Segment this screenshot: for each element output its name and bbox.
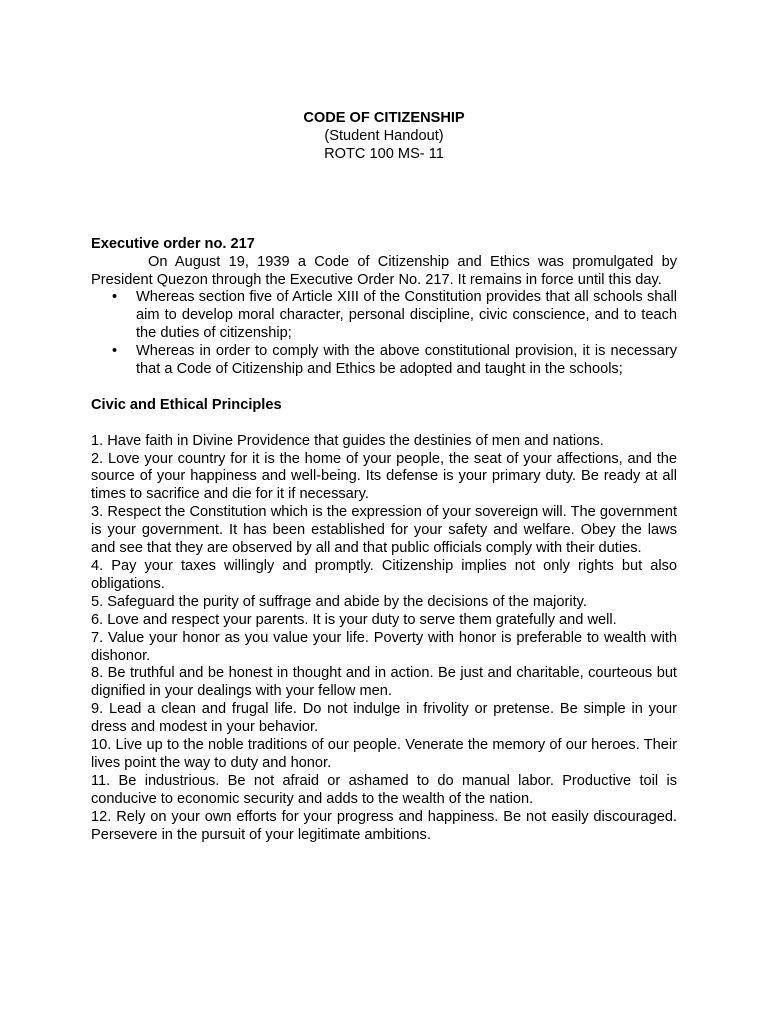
principle-item: 2. Love your country for it is the home of your people, the seat of your affections, and the source of your happiness and well-being. Its defense is your primary duty. Be ready at all times to sacrifice and die for it if necessary. xyxy=(91,450,677,503)
bullet-icon: • xyxy=(112,289,118,306)
heading-gap xyxy=(91,415,677,433)
principle-item: 1. Have faith in Divine Providence that guides the destinies of men and nations. xyxy=(91,432,604,449)
principle-item: 4. Pay your taxes willingly and promptly. Citizenship implies not only rights but also obligations. xyxy=(91,558,677,592)
executive-order-section xyxy=(91,236,677,379)
executive-order-heading: Executive order no. 217 xyxy=(91,235,255,252)
principle-item: 8. Be truthful and be honest in thought and in action. Be just and charitable, courteous but dignified in your dealings with your fellow men. xyxy=(91,665,677,700)
handout-page xyxy=(91,110,677,845)
header-spacer xyxy=(91,164,677,236)
course-code: ROTC 100 MS- 11 xyxy=(324,145,444,162)
principle-item: 12. Rely on your own efforts for your progress and happiness. Be not easily discouraged. Persevere in the pursuit of your legitimate ambitions. xyxy=(91,808,677,843)
principle-item: 3. Respect the Constitution which is the expression of your sovereign will. The government is your government. It has been established for your safety and welfare. Obey the laws and see that they are observed by all and that public officials comply with their duties. xyxy=(91,504,677,557)
whereas-text: Whereas section five of Article XIII of the Constitution provides that all schools shall aim to develop moral character, personal discipline, civic conscience, and to teach the duties of citizenship; xyxy=(136,289,677,342)
whereas-item xyxy=(91,289,677,343)
document-subtitle: (Student Handout) xyxy=(324,127,444,144)
principle-item: 10. Live up to the noble traditions of our people. Venerate the memory of our heroes. Their lives point the way to duty and honor. xyxy=(91,737,677,771)
document-header xyxy=(91,110,677,164)
principles-list xyxy=(91,433,677,845)
principles-heading: Civic and Ethical Principles xyxy=(91,396,282,413)
principle-item: 6. Love and respect your parents. It is your duty to serve them gratefully and well. xyxy=(91,611,617,628)
principle-item: 9. Lead a clean and frugal life. Do not indulge in frivolity or pretense. Be simple in your dress and modest in your behavior. xyxy=(91,701,677,736)
whereas-text: Whereas in order to comply with the above constitutional provision, it is necessary that a Code of Citizenship and Ethics be adopted and taught in the schools; xyxy=(136,343,677,378)
whereas-list xyxy=(91,289,677,379)
principles-section xyxy=(91,397,677,845)
principle-item: 11. Be industrious. Be not afraid or ashamed to do manual labor. Productive toil is conducive to economic security and adds to the wealth of the nation. xyxy=(91,772,677,807)
section-gap xyxy=(91,379,677,397)
bullet-icon: • xyxy=(112,343,118,360)
whereas-item xyxy=(91,343,677,379)
executive-order-intro: On August 19, 1939 a Code of Citizenship and Ethics was promulgated by President Quezon through the Executive Order No. 217. It remains in force until this day. xyxy=(91,253,677,288)
document-title: CODE OF CITIZENSHIP xyxy=(303,110,465,126)
principle-item: 7. Value your honor as you value your life. Poverty with honor is preferable to wealth with dishonor. xyxy=(91,629,677,664)
principle-item: 5. Safeguard the purity of suffrage and abide by the decisions of the majority. xyxy=(91,593,587,610)
